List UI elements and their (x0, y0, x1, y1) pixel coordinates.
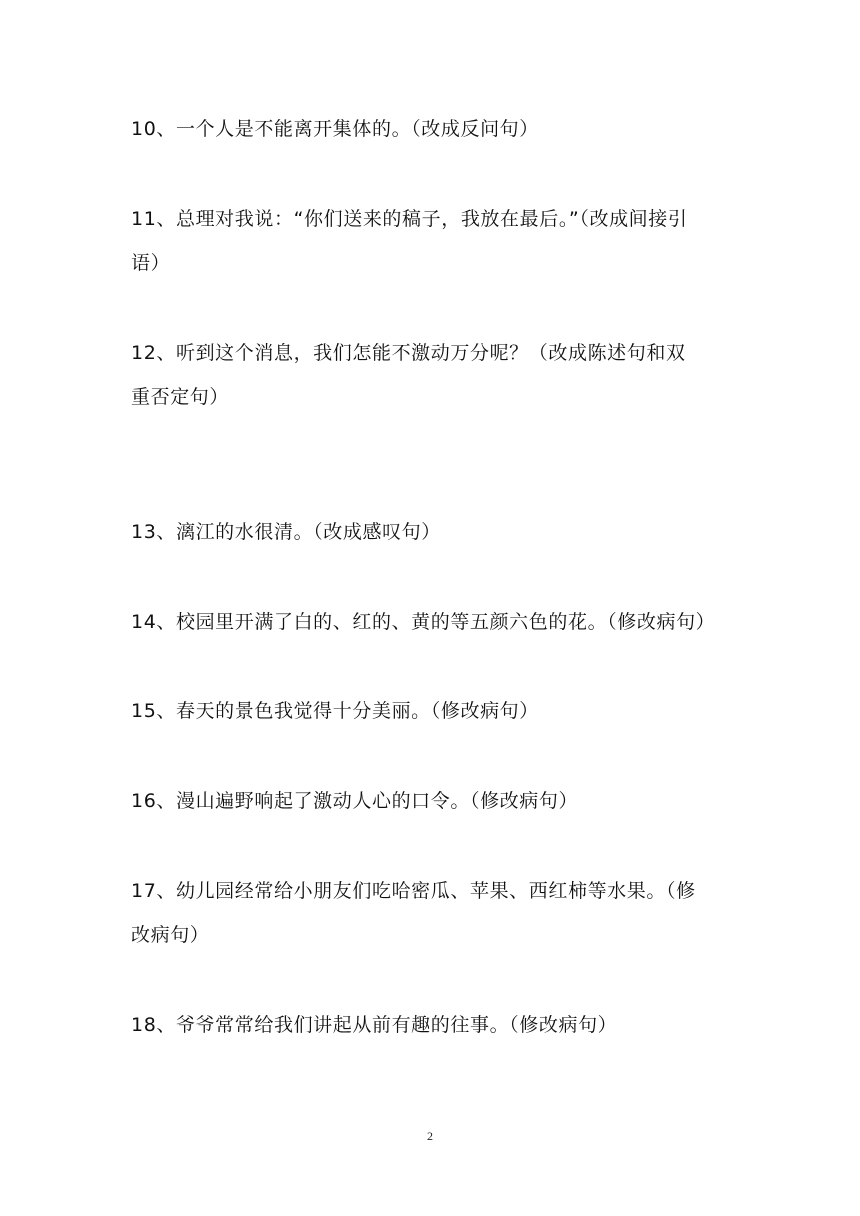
question-14-line-1: 14、校园里开满了白的、红的、黄的等五颜六色的花。（修改病句） (131, 611, 716, 633)
question-17-line-1: 17、幼儿园经常给小朋友们吃哈密瓜、苹果、西红柿等水果。（修 (131, 880, 696, 902)
question-16-line-1: 16、漫山遍野响起了激动人心的口令。（修改病句） (131, 790, 579, 812)
question-18-line-1: 18、爷爷常常给我们讲起从前有趣的往事。（修改病句） (131, 1014, 618, 1036)
question-15-line-1: 15、春天的景色我觉得十分美丽。（修改病句） (131, 700, 539, 722)
question-10-line-1: 10、一个人是不能离开集体的。（改成反问句） (131, 118, 539, 140)
question-12-line-1: 12、听到这个消息，我们怎能不激动万分呢？（改成陈述句和双 (131, 342, 686, 364)
question-11-line-2: 语） (131, 252, 171, 274)
question-17-line-2: 改病句） (131, 924, 210, 946)
page-number: 2 (427, 1129, 433, 1143)
question-12-line-2: 重否定句） (131, 386, 230, 408)
question-11-line-1: 11、总理对我说：“你们送来的稿子，我放在最后。”（改成间接引 (131, 208, 688, 230)
question-13-line-1: 13、漓江的水很清。（改成感叹句） (131, 521, 441, 543)
